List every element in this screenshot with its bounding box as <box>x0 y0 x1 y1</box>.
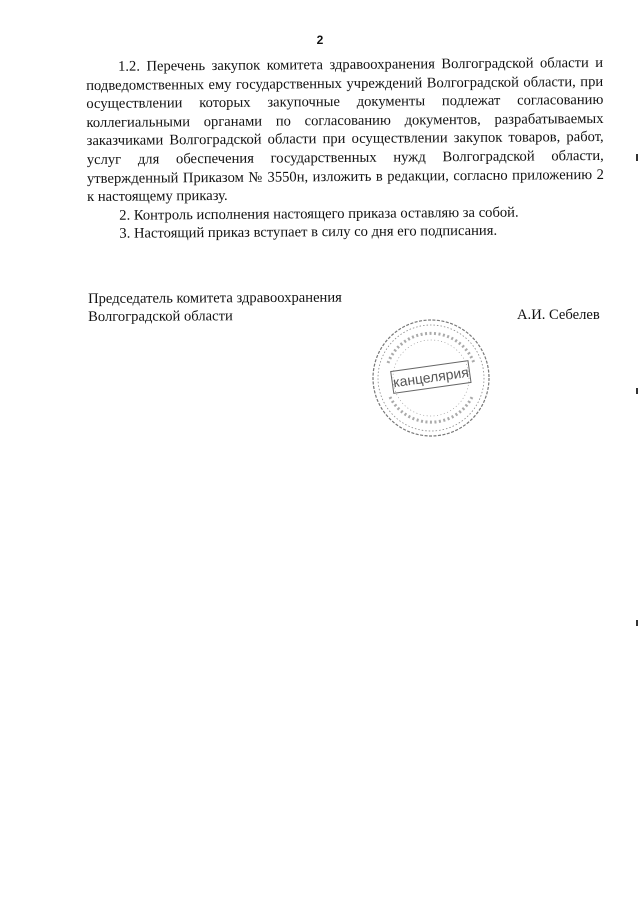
document-body <box>86 54 604 244</box>
edge-mark-3 <box>636 620 638 626</box>
signatory-title <box>88 289 342 326</box>
edge-mark-2 <box>636 388 638 394</box>
paragraph-2: 2. Контроль исполнения настоящего приказа оставляю за собой. <box>119 204 519 224</box>
page-number: 2 <box>316 33 324 47</box>
paragraph-3: 3. Настоящий приказ вступает в силу со дня его подписания. <box>119 223 498 243</box>
paragraph-1-2: 1.2. Перечень закупок комитета здравоохранения Волгоградской области и подведомственных ему государственных учреждений Волгоградской области, при осуществлении которых закупочные документы подлежат согласованию коллегиальными органами по согласованию документов, разрабатываемых заказчиками Волгоградской области при осуществлении закупок товаров, работ, услуг для обеспечения государственных нужд Волгоградской области, утвержденный Приказом № 3550н, изложить в редакции, согласно приложению 2 к настоящему приказу. <box>86 54 604 206</box>
office-stamp <box>368 315 494 441</box>
signatory-name: А.И. Себелев <box>517 307 600 323</box>
stamp-label: канцелярия <box>392 363 470 391</box>
edge-mark-1 <box>636 154 638 161</box>
signatory-title-line-1: Председатель комитета здравоохранения <box>88 289 342 307</box>
signatory-title-line-2: Волгоградской области <box>88 308 233 325</box>
